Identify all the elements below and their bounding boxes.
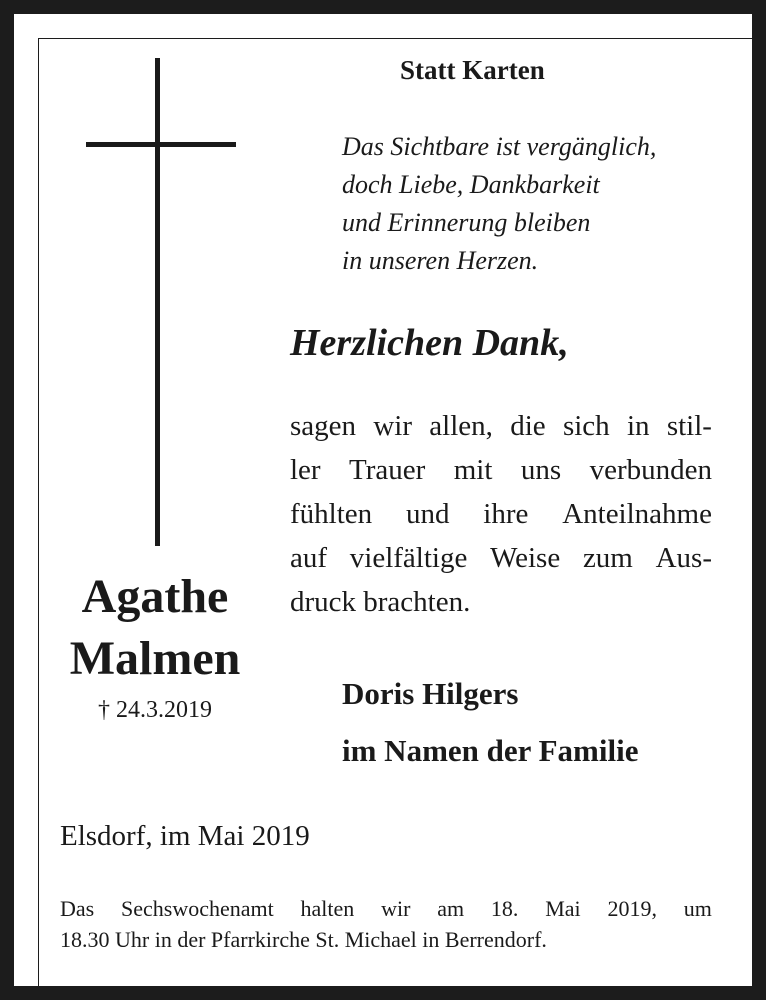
word: mit [453, 454, 493, 486]
word: die [510, 410, 546, 442]
word: verbunden [589, 454, 712, 486]
word: Trauer [349, 454, 426, 486]
body-line [290, 536, 712, 580]
poem [342, 128, 656, 280]
cross-icon [155, 58, 160, 546]
word: 18. [490, 896, 519, 921]
word: ihre [483, 498, 529, 530]
word: Sechswochenamt [121, 896, 274, 921]
word: und [405, 498, 450, 530]
body-line [290, 448, 712, 492]
word: um [683, 896, 712, 921]
word: halten [300, 896, 355, 921]
word: Weise [490, 542, 561, 574]
word: fühlten [290, 498, 373, 530]
word: stil- [666, 410, 712, 442]
word: ler [290, 454, 321, 486]
place-date: Elsdorf, im Mai 2019 [60, 820, 310, 852]
thanks-body [290, 404, 712, 624]
deceased-first-name: Agathe [81, 570, 229, 623]
header-statt-karten: Statt Karten [400, 55, 545, 85]
death-date: † 24.3.2019 [98, 697, 212, 723]
word: allen, [429, 410, 493, 442]
word: am [437, 896, 465, 921]
word: vielfältige [349, 542, 468, 574]
notice-line [60, 893, 712, 924]
poem-line: und Erinnerung bleiben [342, 208, 591, 237]
word: druck brachten. [290, 586, 471, 618]
deceased-name [40, 566, 270, 690]
service-notice [60, 893, 712, 955]
thanks-heading: Herzlichen Dank, [290, 322, 569, 364]
notice-line [60, 924, 712, 955]
word: sagen [290, 410, 357, 442]
word: wir [381, 896, 411, 921]
body-line [290, 404, 712, 448]
word: 2019, [607, 896, 657, 921]
word: 18.30 Uhr in der Pfarrkirche St. Michael in Berrendorf. [60, 927, 547, 952]
word: Anteilnahme [562, 498, 712, 530]
word: Aus- [655, 542, 712, 574]
word: auf [290, 542, 328, 574]
deceased-last-name: Malmen [69, 632, 241, 685]
word: uns [520, 454, 562, 486]
poem-line: Das Sichtbare ist vergänglich, [342, 132, 657, 161]
poem-line: doch Liebe, Dankbarkeit [342, 170, 600, 199]
poem-line: in unseren Herzen. [342, 246, 539, 275]
word: zum [582, 542, 633, 574]
body-line [290, 580, 712, 624]
word: in [626, 410, 650, 442]
word: Das [60, 896, 95, 921]
word: wir [373, 410, 412, 442]
signer-note: im Namen der Familie [342, 733, 639, 768]
word: Mai [545, 896, 581, 921]
cross-icon-bar [86, 142, 236, 147]
word: sich [562, 410, 610, 442]
body-line [290, 492, 712, 536]
signer-name: Doris Hilgers [342, 676, 519, 711]
